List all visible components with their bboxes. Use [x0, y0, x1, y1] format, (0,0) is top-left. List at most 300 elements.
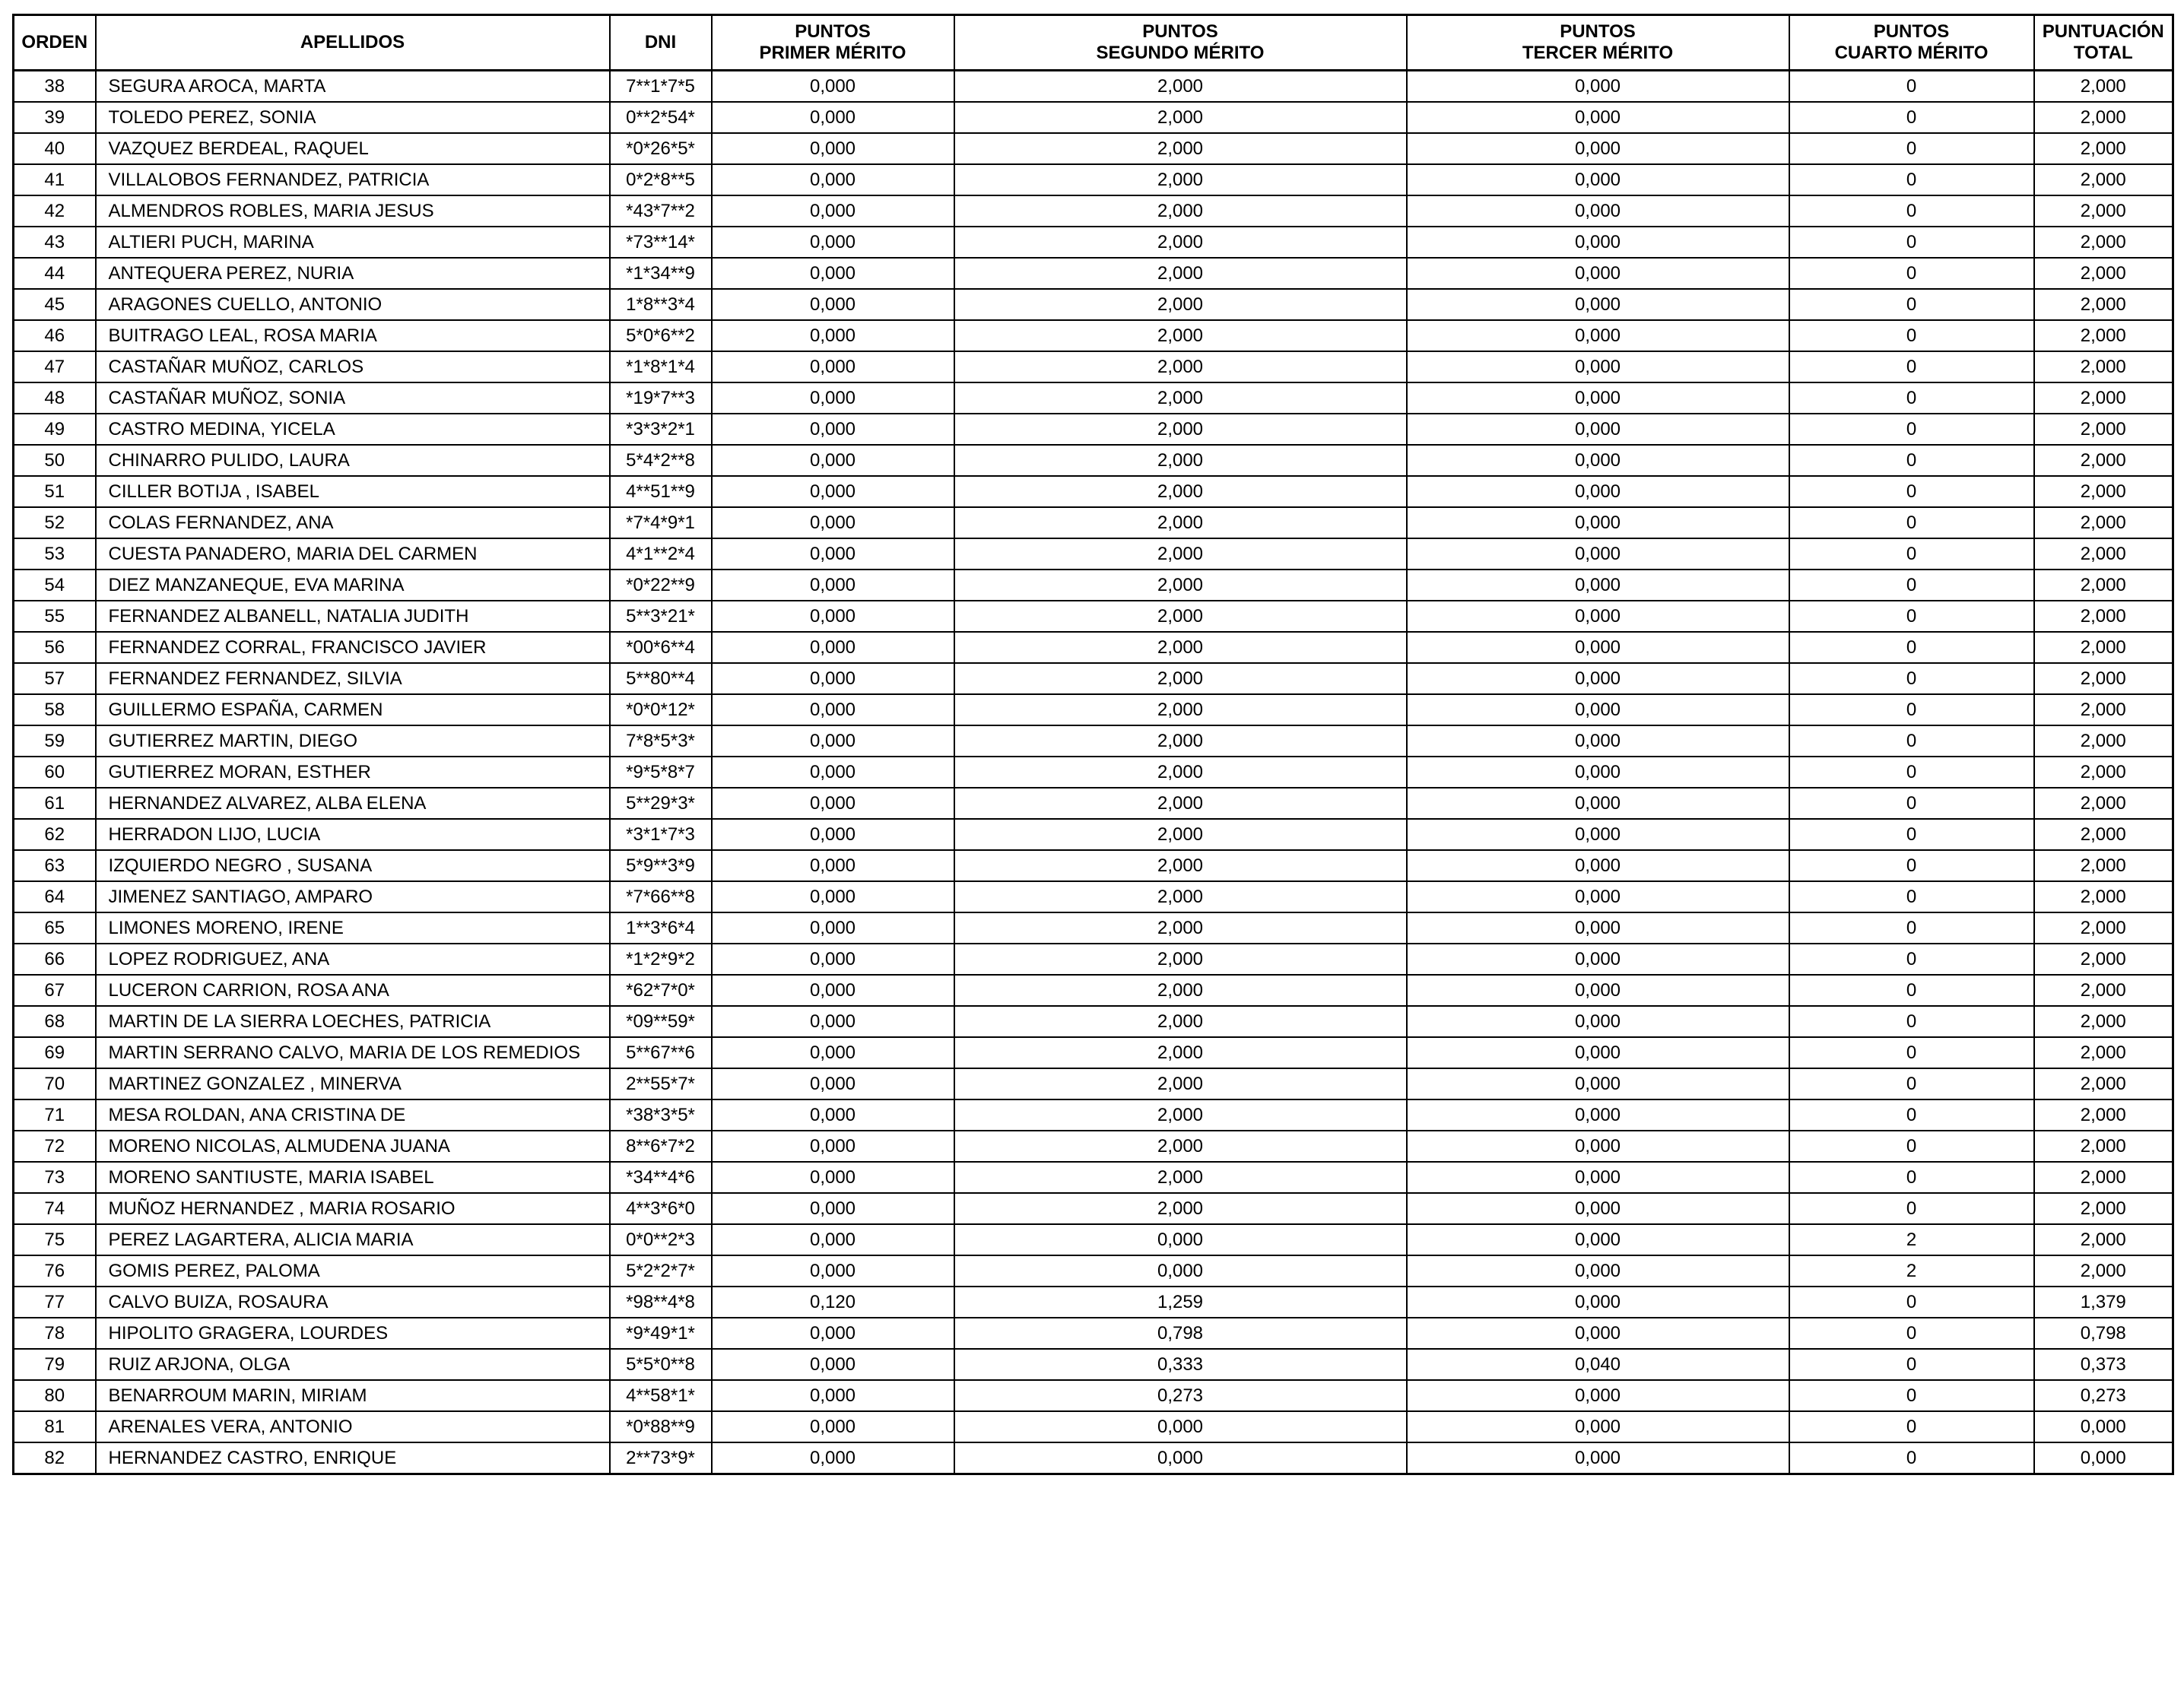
apellidos-cell: VAZQUEZ BERDEAL, RAQUEL [96, 133, 610, 164]
apellidos-cell: MUÑOZ HERNANDEZ , MARIA ROSARIO [96, 1193, 610, 1224]
puntuacion-total-cell: 0,000 [2034, 1411, 2173, 1442]
primer-merito-cell: 0,000 [712, 788, 954, 819]
orden-cell: 50 [14, 445, 96, 476]
apellidos-cell: VILLALOBOS FERNANDEZ, PATRICIA [96, 164, 610, 195]
cuarto-merito-cell: 0 [1789, 819, 2034, 850]
puntuacion-total-cell: 2,000 [2034, 71, 2173, 103]
dni-cell: *98**4*8 [610, 1287, 712, 1318]
segundo-merito-cell: 2,000 [954, 570, 1407, 601]
results-table [12, 14, 2174, 1475]
primer-merito-cell: 0,000 [712, 881, 954, 912]
apellidos-cell: HERRADON LIJO, LUCIA [96, 819, 610, 850]
header-puntuacion-total [2034, 15, 2173, 71]
apellidos-cell: LIMONES MORENO, IRENE [96, 912, 610, 944]
table-row [14, 102, 2173, 133]
apellidos-cell: CASTAÑAR MUÑOZ, SONIA [96, 382, 610, 414]
dni-cell: *1*8*1*4 [610, 351, 712, 382]
segundo-merito-cell: 2,000 [954, 1068, 1407, 1099]
puntuacion-total-cell: 2,000 [2034, 601, 2173, 632]
orden-cell: 69 [14, 1037, 96, 1068]
segundo-merito-cell: 0,273 [954, 1380, 1407, 1411]
cuarto-merito-cell: 0 [1789, 102, 2034, 133]
table-row [14, 195, 2173, 227]
orden-cell: 67 [14, 975, 96, 1006]
primer-merito-cell: 0,000 [712, 445, 954, 476]
orden-cell: 77 [14, 1287, 96, 1318]
puntuacion-total-cell: 2,000 [2034, 694, 2173, 725]
dni-cell: *34**4*6 [610, 1162, 712, 1193]
apellidos-cell: JIMENEZ SANTIAGO, AMPARO [96, 881, 610, 912]
table-row [14, 1349, 2173, 1380]
dni-cell: *62*7*0* [610, 975, 712, 1006]
table-row [14, 1006, 2173, 1037]
segundo-merito-cell: 2,000 [954, 507, 1407, 538]
orden-cell: 66 [14, 944, 96, 975]
segundo-merito-cell: 0,000 [954, 1255, 1407, 1287]
puntuacion-total-cell: 2,000 [2034, 1099, 2173, 1131]
orden-cell: 56 [14, 632, 96, 663]
tercer-merito-cell: 0,000 [1407, 351, 1789, 382]
orden-cell: 75 [14, 1224, 96, 1255]
dni-cell: *9*49*1* [610, 1318, 712, 1349]
primer-merito-cell: 0,000 [712, 507, 954, 538]
apellidos-cell: GUTIERREZ MARTIN, DIEGO [96, 725, 610, 757]
cuarto-merito-cell: 0 [1789, 445, 2034, 476]
segundo-merito-cell: 0,000 [954, 1442, 1407, 1474]
tercer-merito-cell: 0,000 [1407, 1442, 1789, 1474]
cuarto-merito-cell: 0 [1789, 258, 2034, 289]
table-row [14, 164, 2173, 195]
dni-cell: *9*5*8*7 [610, 757, 712, 788]
dni-cell: *1*34**9 [610, 258, 712, 289]
tercer-merito-cell: 0,000 [1407, 1162, 1789, 1193]
segundo-merito-cell: 2,000 [954, 1037, 1407, 1068]
cuarto-merito-cell: 0 [1789, 788, 2034, 819]
cuarto-merito-cell: 0 [1789, 133, 2034, 164]
puntuacion-total-cell: 2,000 [2034, 725, 2173, 757]
dni-cell: 5**29*3* [610, 788, 712, 819]
table-body [14, 71, 2173, 1474]
puntuacion-total-cell: 2,000 [2034, 445, 2173, 476]
tercer-merito-cell: 0,000 [1407, 133, 1789, 164]
header-dni: DNI [610, 15, 712, 71]
cuarto-merito-cell: 0 [1789, 570, 2034, 601]
primer-merito-cell: 0,000 [712, 725, 954, 757]
tercer-merito-cell: 0,000 [1407, 1099, 1789, 1131]
cuarto-merito-cell: 0 [1789, 1068, 2034, 1099]
tercer-merito-cell: 0,000 [1407, 663, 1789, 694]
dni-cell: 2**73*9* [610, 1442, 712, 1474]
table-row [14, 1162, 2173, 1193]
orden-cell: 58 [14, 694, 96, 725]
segundo-merito-cell: 2,000 [954, 975, 1407, 1006]
header-tercer-merito-line1: PUNTOS [1560, 21, 1636, 42]
segundo-merito-cell: 2,000 [954, 694, 1407, 725]
cuarto-merito-cell: 0 [1789, 1380, 2034, 1411]
puntuacion-total-cell: 0,000 [2034, 1442, 2173, 1474]
table-row [14, 445, 2173, 476]
apellidos-cell: MARTIN SERRANO CALVO, MARIA DE LOS REMEDIOS [96, 1037, 610, 1068]
primer-merito-cell: 0,000 [712, 1193, 954, 1224]
puntuacion-total-cell: 2,000 [2034, 1068, 2173, 1099]
tercer-merito-cell: 0,000 [1407, 445, 1789, 476]
primer-merito-cell: 0,000 [712, 1068, 954, 1099]
segundo-merito-cell: 2,000 [954, 195, 1407, 227]
apellidos-cell: BENARROUM MARIN, MIRIAM [96, 1380, 610, 1411]
orden-cell: 45 [14, 289, 96, 320]
table-row [14, 912, 2173, 944]
tercer-merito-cell: 0,000 [1407, 1380, 1789, 1411]
tercer-merito-cell: 0,000 [1407, 227, 1789, 258]
cuarto-merito-cell: 0 [1789, 694, 2034, 725]
apellidos-cell: ARENALES VERA, ANTONIO [96, 1411, 610, 1442]
orden-cell: 76 [14, 1255, 96, 1287]
segundo-merito-cell: 2,000 [954, 164, 1407, 195]
puntuacion-total-cell: 2,000 [2034, 663, 2173, 694]
apellidos-cell: LUCERON CARRION, ROSA ANA [96, 975, 610, 1006]
tercer-merito-cell: 0,000 [1407, 538, 1789, 570]
cuarto-merito-cell: 0 [1789, 476, 2034, 507]
puntuacion-total-cell: 2,000 [2034, 757, 2173, 788]
dni-cell: 0**2*54* [610, 102, 712, 133]
orden-cell: 79 [14, 1349, 96, 1380]
table-row [14, 1318, 2173, 1349]
table-row [14, 1380, 2173, 1411]
orden-cell: 80 [14, 1380, 96, 1411]
primer-merito-cell: 0,000 [712, 258, 954, 289]
puntuacion-total-cell: 2,000 [2034, 1037, 2173, 1068]
apellidos-cell: GUILLERMO ESPAÑA, CARMEN [96, 694, 610, 725]
table-row [14, 320, 2173, 351]
segundo-merito-cell: 2,000 [954, 102, 1407, 133]
cuarto-merito-cell: 0 [1789, 227, 2034, 258]
orden-cell: 41 [14, 164, 96, 195]
cuarto-merito-cell: 0 [1789, 195, 2034, 227]
primer-merito-cell: 0,000 [712, 601, 954, 632]
primer-merito-cell: 0,000 [712, 632, 954, 663]
puntuacion-total-cell: 2,000 [2034, 227, 2173, 258]
puntuacion-total-cell: 2,000 [2034, 850, 2173, 881]
segundo-merito-cell: 2,000 [954, 414, 1407, 445]
table-row [14, 227, 2173, 258]
primer-merito-cell: 0,000 [712, 1411, 954, 1442]
orden-cell: 78 [14, 1318, 96, 1349]
segundo-merito-cell: 2,000 [954, 320, 1407, 351]
primer-merito-cell: 0,000 [712, 1349, 954, 1380]
segundo-merito-cell: 2,000 [954, 289, 1407, 320]
segundo-merito-cell: 2,000 [954, 819, 1407, 850]
orden-cell: 49 [14, 414, 96, 445]
puntuacion-total-cell: 2,000 [2034, 788, 2173, 819]
primer-merito-cell: 0,000 [712, 382, 954, 414]
segundo-merito-cell: 2,000 [954, 476, 1407, 507]
apellidos-cell: LOPEZ RODRIGUEZ, ANA [96, 944, 610, 975]
tercer-merito-cell: 0,000 [1407, 570, 1789, 601]
orden-cell: 73 [14, 1162, 96, 1193]
tercer-merito-cell: 0,000 [1407, 71, 1789, 103]
tercer-merito-cell: 0,000 [1407, 912, 1789, 944]
primer-merito-cell: 0,000 [712, 351, 954, 382]
segundo-merito-cell: 2,000 [954, 632, 1407, 663]
segundo-merito-cell: 2,000 [954, 850, 1407, 881]
dni-cell: *7*4*9*1 [610, 507, 712, 538]
table-row [14, 1068, 2173, 1099]
header-apellidos: APELLIDOS [96, 15, 610, 71]
tercer-merito-cell: 0,000 [1407, 1131, 1789, 1162]
dni-cell: 7**1*7*5 [610, 71, 712, 103]
apellidos-cell: COLAS FERNANDEZ, ANA [96, 507, 610, 538]
header-primer-merito-line1: PUNTOS [795, 21, 871, 42]
table-row [14, 788, 2173, 819]
orden-cell: 53 [14, 538, 96, 570]
table-row [14, 1037, 2173, 1068]
puntuacion-total-cell: 2,000 [2034, 538, 2173, 570]
apellidos-cell: MORENO NICOLAS, ALMUDENA JUANA [96, 1131, 610, 1162]
header-puntuacion-total-line2: TOTAL [2073, 43, 2133, 63]
orden-cell: 51 [14, 476, 96, 507]
apellidos-cell: IZQUIERDO NEGRO , SUSANA [96, 850, 610, 881]
primer-merito-cell: 0,000 [712, 850, 954, 881]
dni-cell: 8**6*7*2 [610, 1131, 712, 1162]
tercer-merito-cell: 0,000 [1407, 320, 1789, 351]
cuarto-merito-cell: 0 [1789, 1131, 2034, 1162]
cuarto-merito-cell: 0 [1789, 1442, 2034, 1474]
tercer-merito-cell: 0,000 [1407, 382, 1789, 414]
table-row [14, 1099, 2173, 1131]
orden-cell: 62 [14, 819, 96, 850]
dni-cell: 5**80**4 [610, 663, 712, 694]
cuarto-merito-cell: 0 [1789, 1349, 2034, 1380]
puntuacion-total-cell: 2,000 [2034, 632, 2173, 663]
tercer-merito-cell: 0,000 [1407, 1037, 1789, 1068]
tercer-merito-cell: 0,000 [1407, 258, 1789, 289]
primer-merito-cell: 0,000 [712, 757, 954, 788]
tercer-merito-cell: 0,000 [1407, 414, 1789, 445]
apellidos-cell: ANTEQUERA PEREZ, NURIA [96, 258, 610, 289]
tercer-merito-cell: 0,000 [1407, 195, 1789, 227]
segundo-merito-cell: 2,000 [954, 351, 1407, 382]
orden-cell: 40 [14, 133, 96, 164]
orden-cell: 52 [14, 507, 96, 538]
primer-merito-cell: 0,000 [712, 1380, 954, 1411]
puntuacion-total-cell: 2,000 [2034, 133, 2173, 164]
orden-cell: 70 [14, 1068, 96, 1099]
dni-cell: *38*3*5* [610, 1099, 712, 1131]
dni-cell: *0*88**9 [610, 1411, 712, 1442]
orden-cell: 68 [14, 1006, 96, 1037]
orden-cell: 72 [14, 1131, 96, 1162]
primer-merito-cell: 0,000 [712, 538, 954, 570]
puntuacion-total-cell: 2,000 [2034, 320, 2173, 351]
tercer-merito-cell: 0,000 [1407, 507, 1789, 538]
puntuacion-total-cell: 2,000 [2034, 382, 2173, 414]
apellidos-cell: FERNANDEZ FERNANDEZ, SILVIA [96, 663, 610, 694]
primer-merito-cell: 0,000 [712, 1037, 954, 1068]
dni-cell: 4*1**2*4 [610, 538, 712, 570]
table-row [14, 725, 2173, 757]
puntuacion-total-cell: 2,000 [2034, 476, 2173, 507]
puntuacion-total-cell: 2,000 [2034, 414, 2173, 445]
table-row [14, 476, 2173, 507]
puntuacion-total-cell: 1,379 [2034, 1287, 2173, 1318]
puntuacion-total-cell: 2,000 [2034, 944, 2173, 975]
table-row [14, 507, 2173, 538]
apellidos-cell: HIPOLITO GRAGERA, LOURDES [96, 1318, 610, 1349]
table-row [14, 570, 2173, 601]
puntuacion-total-cell: 2,000 [2034, 1006, 2173, 1037]
cuarto-merito-cell: 0 [1789, 382, 2034, 414]
apellidos-cell: DIEZ MANZANEQUE, EVA MARINA [96, 570, 610, 601]
cuarto-merito-cell: 0 [1789, 414, 2034, 445]
tercer-merito-cell: 0,000 [1407, 164, 1789, 195]
orden-cell: 47 [14, 351, 96, 382]
dni-cell: 7*8*5*3* [610, 725, 712, 757]
table-row [14, 1442, 2173, 1474]
puntuacion-total-cell: 2,000 [2034, 1162, 2173, 1193]
table-row [14, 1287, 2173, 1318]
cuarto-merito-cell: 0 [1789, 1193, 2034, 1224]
orden-cell: 55 [14, 601, 96, 632]
tercer-merito-cell: 0,000 [1407, 1193, 1789, 1224]
table-row [14, 289, 2173, 320]
apellidos-cell: HERNANDEZ CASTRO, ENRIQUE [96, 1442, 610, 1474]
segundo-merito-cell: 0,333 [954, 1349, 1407, 1380]
dni-cell: *3*3*2*1 [610, 414, 712, 445]
tercer-merito-cell: 0,000 [1407, 1411, 1789, 1442]
primer-merito-cell: 0,000 [712, 944, 954, 975]
primer-merito-cell: 0,000 [712, 1099, 954, 1131]
dni-cell: 4**51**9 [610, 476, 712, 507]
primer-merito-cell: 0,000 [712, 694, 954, 725]
cuarto-merito-cell: 0 [1789, 632, 2034, 663]
primer-merito-cell: 0,000 [712, 1442, 954, 1474]
primer-merito-cell: 0,000 [712, 1131, 954, 1162]
puntuacion-total-cell: 2,000 [2034, 1193, 2173, 1224]
cuarto-merito-cell: 0 [1789, 757, 2034, 788]
header-primer-merito [712, 15, 954, 71]
cuarto-merito-cell: 0 [1789, 538, 2034, 570]
puntuacion-total-cell: 2,000 [2034, 570, 2173, 601]
table-row [14, 382, 2173, 414]
tercer-merito-cell: 0,000 [1407, 601, 1789, 632]
cuarto-merito-cell: 0 [1789, 71, 2034, 103]
segundo-merito-cell: 2,000 [954, 757, 1407, 788]
puntuacion-total-cell: 2,000 [2034, 1224, 2173, 1255]
apellidos-cell: CUESTA PANADERO, MARIA DEL CARMEN [96, 538, 610, 570]
apellidos-cell: CALVO BUIZA, ROSAURA [96, 1287, 610, 1318]
table-row [14, 881, 2173, 912]
header-segundo-merito-line1: PUNTOS [1142, 21, 1218, 42]
apellidos-cell: BUITRAGO LEAL, ROSA MARIA [96, 320, 610, 351]
primer-merito-cell: 0,000 [712, 1224, 954, 1255]
segundo-merito-cell: 2,000 [954, 1099, 1407, 1131]
apellidos-cell: MARTINEZ GONZALEZ , MINERVA [96, 1068, 610, 1099]
primer-merito-cell: 0,000 [712, 289, 954, 320]
primer-merito-cell: 0,000 [712, 164, 954, 195]
table-row [14, 351, 2173, 382]
cuarto-merito-cell: 0 [1789, 663, 2034, 694]
primer-merito-cell: 0,000 [712, 975, 954, 1006]
segundo-merito-cell: 2,000 [954, 71, 1407, 103]
cuarto-merito-cell: 0 [1789, 320, 2034, 351]
segundo-merito-cell: 2,000 [954, 258, 1407, 289]
primer-merito-cell: 0,000 [712, 1006, 954, 1037]
apellidos-cell: FERNANDEZ ALBANELL, NATALIA JUDITH [96, 601, 610, 632]
dni-cell: 4**3*6*0 [610, 1193, 712, 1224]
puntuacion-total-cell: 0,798 [2034, 1318, 2173, 1349]
apellidos-cell: ALMENDROS ROBLES, MARIA JESUS [96, 195, 610, 227]
primer-merito-cell: 0,000 [712, 414, 954, 445]
cuarto-merito-cell: 0 [1789, 912, 2034, 944]
segundo-merito-cell: 0,798 [954, 1318, 1407, 1349]
dni-cell: *3*1*7*3 [610, 819, 712, 850]
dni-cell: 5**67**6 [610, 1037, 712, 1068]
orden-cell: 42 [14, 195, 96, 227]
tercer-merito-cell: 0,000 [1407, 975, 1789, 1006]
dni-cell: 2**55*7* [610, 1068, 712, 1099]
segundo-merito-cell: 2,000 [954, 1193, 1407, 1224]
header-orden: ORDEN [14, 15, 96, 71]
segundo-merito-cell: 2,000 [954, 788, 1407, 819]
dni-cell: 4**58*1* [610, 1380, 712, 1411]
apellidos-cell: MESA ROLDAN, ANA CRISTINA DE [96, 1099, 610, 1131]
primer-merito-cell: 0,000 [712, 1255, 954, 1287]
tercer-merito-cell: 0,000 [1407, 1006, 1789, 1037]
segundo-merito-cell: 2,000 [954, 601, 1407, 632]
primer-merito-cell: 0,000 [712, 819, 954, 850]
primer-merito-cell: 0,000 [712, 227, 954, 258]
puntuacion-total-cell: 2,000 [2034, 351, 2173, 382]
apellidos-cell: ALTIERI PUCH, MARINA [96, 227, 610, 258]
apellidos-cell: FERNANDEZ CORRAL, FRANCISCO JAVIER [96, 632, 610, 663]
table-row [14, 414, 2173, 445]
orden-cell: 44 [14, 258, 96, 289]
tercer-merito-cell: 0,000 [1407, 788, 1789, 819]
cuarto-merito-cell: 0 [1789, 975, 2034, 1006]
primer-merito-cell: 0,120 [712, 1287, 954, 1318]
cuarto-merito-cell: 0 [1789, 1318, 2034, 1349]
table-row [14, 1224, 2173, 1255]
segundo-merito-cell: 2,000 [954, 382, 1407, 414]
cuarto-merito-cell: 0 [1789, 881, 2034, 912]
cuarto-merito-cell: 0 [1789, 850, 2034, 881]
segundo-merito-cell: 2,000 [954, 663, 1407, 694]
orden-cell: 60 [14, 757, 96, 788]
header-tercer-merito [1407, 15, 1789, 71]
tercer-merito-cell: 0,000 [1407, 819, 1789, 850]
table-row [14, 1411, 2173, 1442]
orden-cell: 38 [14, 71, 96, 103]
tercer-merito-cell: 0,000 [1407, 289, 1789, 320]
cuarto-merito-cell: 0 [1789, 725, 2034, 757]
orden-cell: 59 [14, 725, 96, 757]
orden-cell: 54 [14, 570, 96, 601]
segundo-merito-cell: 1,259 [954, 1287, 1407, 1318]
table-row [14, 133, 2173, 164]
orden-cell: 57 [14, 663, 96, 694]
apellidos-cell: CASTRO MEDINA, YICELA [96, 414, 610, 445]
tercer-merito-cell: 0,000 [1407, 102, 1789, 133]
table-row [14, 694, 2173, 725]
header-tercer-merito-line2: TERCER MÉRITO [1522, 43, 1674, 63]
segundo-merito-cell: 2,000 [954, 1131, 1407, 1162]
dni-cell: *0*26*5* [610, 133, 712, 164]
dni-cell: *0*22**9 [610, 570, 712, 601]
table-row [14, 632, 2173, 663]
primer-merito-cell: 0,000 [712, 102, 954, 133]
cuarto-merito-cell: 2 [1789, 1255, 2034, 1287]
puntuacion-total-cell: 2,000 [2034, 1255, 2173, 1287]
